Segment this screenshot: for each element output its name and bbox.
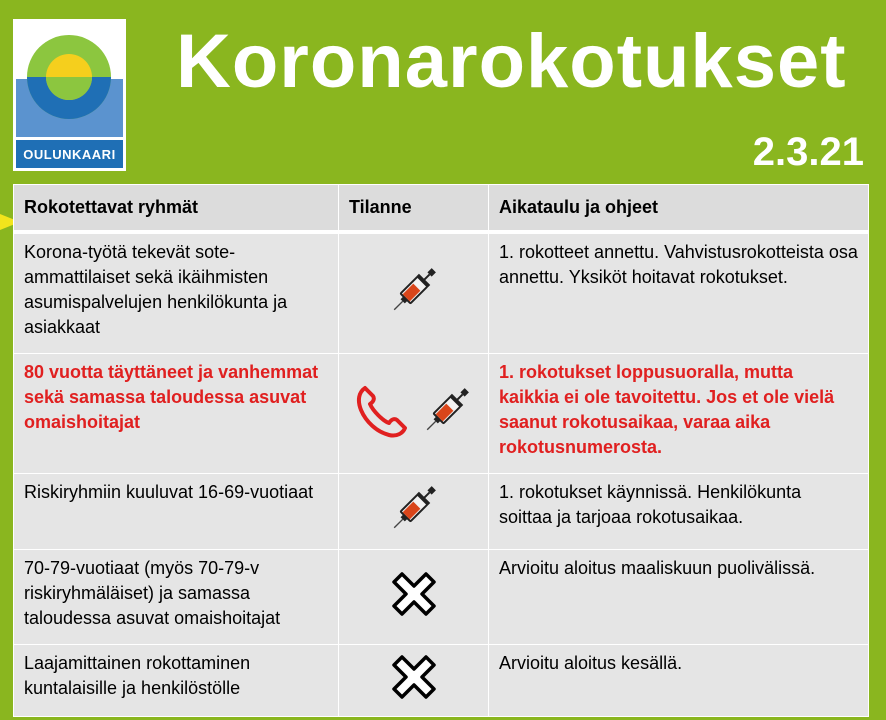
status-cell: [339, 645, 489, 717]
status-cell: [339, 474, 489, 550]
group-cell: 80 vuotta täyttäneet ja vanhemmat sekä samassa taloudessa asuvat omaishoitajat: [14, 354, 339, 474]
table-header-row: [14, 185, 869, 233]
logo-text: OULUNKAARI: [16, 140, 123, 168]
vaccination-table: [13, 184, 869, 717]
syringe-icon: [417, 380, 477, 440]
column-header-groups: Rokotettavat ryhmät: [14, 185, 339, 233]
status-cell: [339, 232, 489, 354]
status-cell: [339, 354, 489, 474]
table-row: [14, 354, 869, 474]
group-cell: Riskiryhmiin kuuluvat 16-69-vuotiaat: [14, 474, 339, 550]
group-cell: Korona-työtä tekevät sote-ammattilaiset sekä ikäihmisten asumispalvelujen henkilökunta ja asiakkaat: [14, 232, 339, 354]
syringe-icon: [384, 478, 444, 538]
page-date: 2.3.21: [752, 130, 864, 174]
schedule-cell: 1. rokotteet annettu. Vahvistusrokotteista osa annettu. Yksiköt hoitavat rokotukset.: [489, 232, 869, 354]
group-cell: Laajamittainen rokottaminen kuntalaisille ja henkilöstölle: [14, 645, 339, 717]
page-title: Koronarokotukset: [176, 19, 847, 104]
schedule-cell: Arvioitu aloitus kesällä.: [489, 645, 869, 717]
column-header-schedule: Aikataulu ja ohjeet: [489, 185, 869, 233]
table-row: [14, 474, 869, 550]
status-cell: [339, 550, 489, 645]
syringe-icon: [384, 260, 444, 320]
column-header-status: Tilanne: [339, 185, 489, 233]
table-row: [14, 645, 869, 717]
cross-icon: [386, 566, 442, 622]
logo-emblem: [13, 19, 126, 137]
schedule-cell: 1. rokotukset loppusuoralla, mutta kaikkia ei ole tavoitettu. Jos et ole vielä saanut rokotusaikaa, varaa aika rokotusnumerosta.: [489, 354, 869, 474]
cross-icon: [386, 649, 442, 705]
phone-icon: [351, 380, 411, 440]
table-row: [14, 550, 869, 645]
group-cell: 70-79-vuotiaat (myös 70-79-v riskiryhmäläiset) ja samassa taloudessa asuvat omaishoitajat: [14, 550, 339, 645]
table-row: [14, 232, 869, 354]
schedule-cell: 1. rokotukset käynnissä. Henkilökunta soittaa ja tarjoaa rokotusaikaa.: [489, 474, 869, 550]
oulunkaari-logo: [13, 19, 126, 171]
schedule-cell: Arvioitu aloitus maaliskuun puolivälissä.: [489, 550, 869, 645]
